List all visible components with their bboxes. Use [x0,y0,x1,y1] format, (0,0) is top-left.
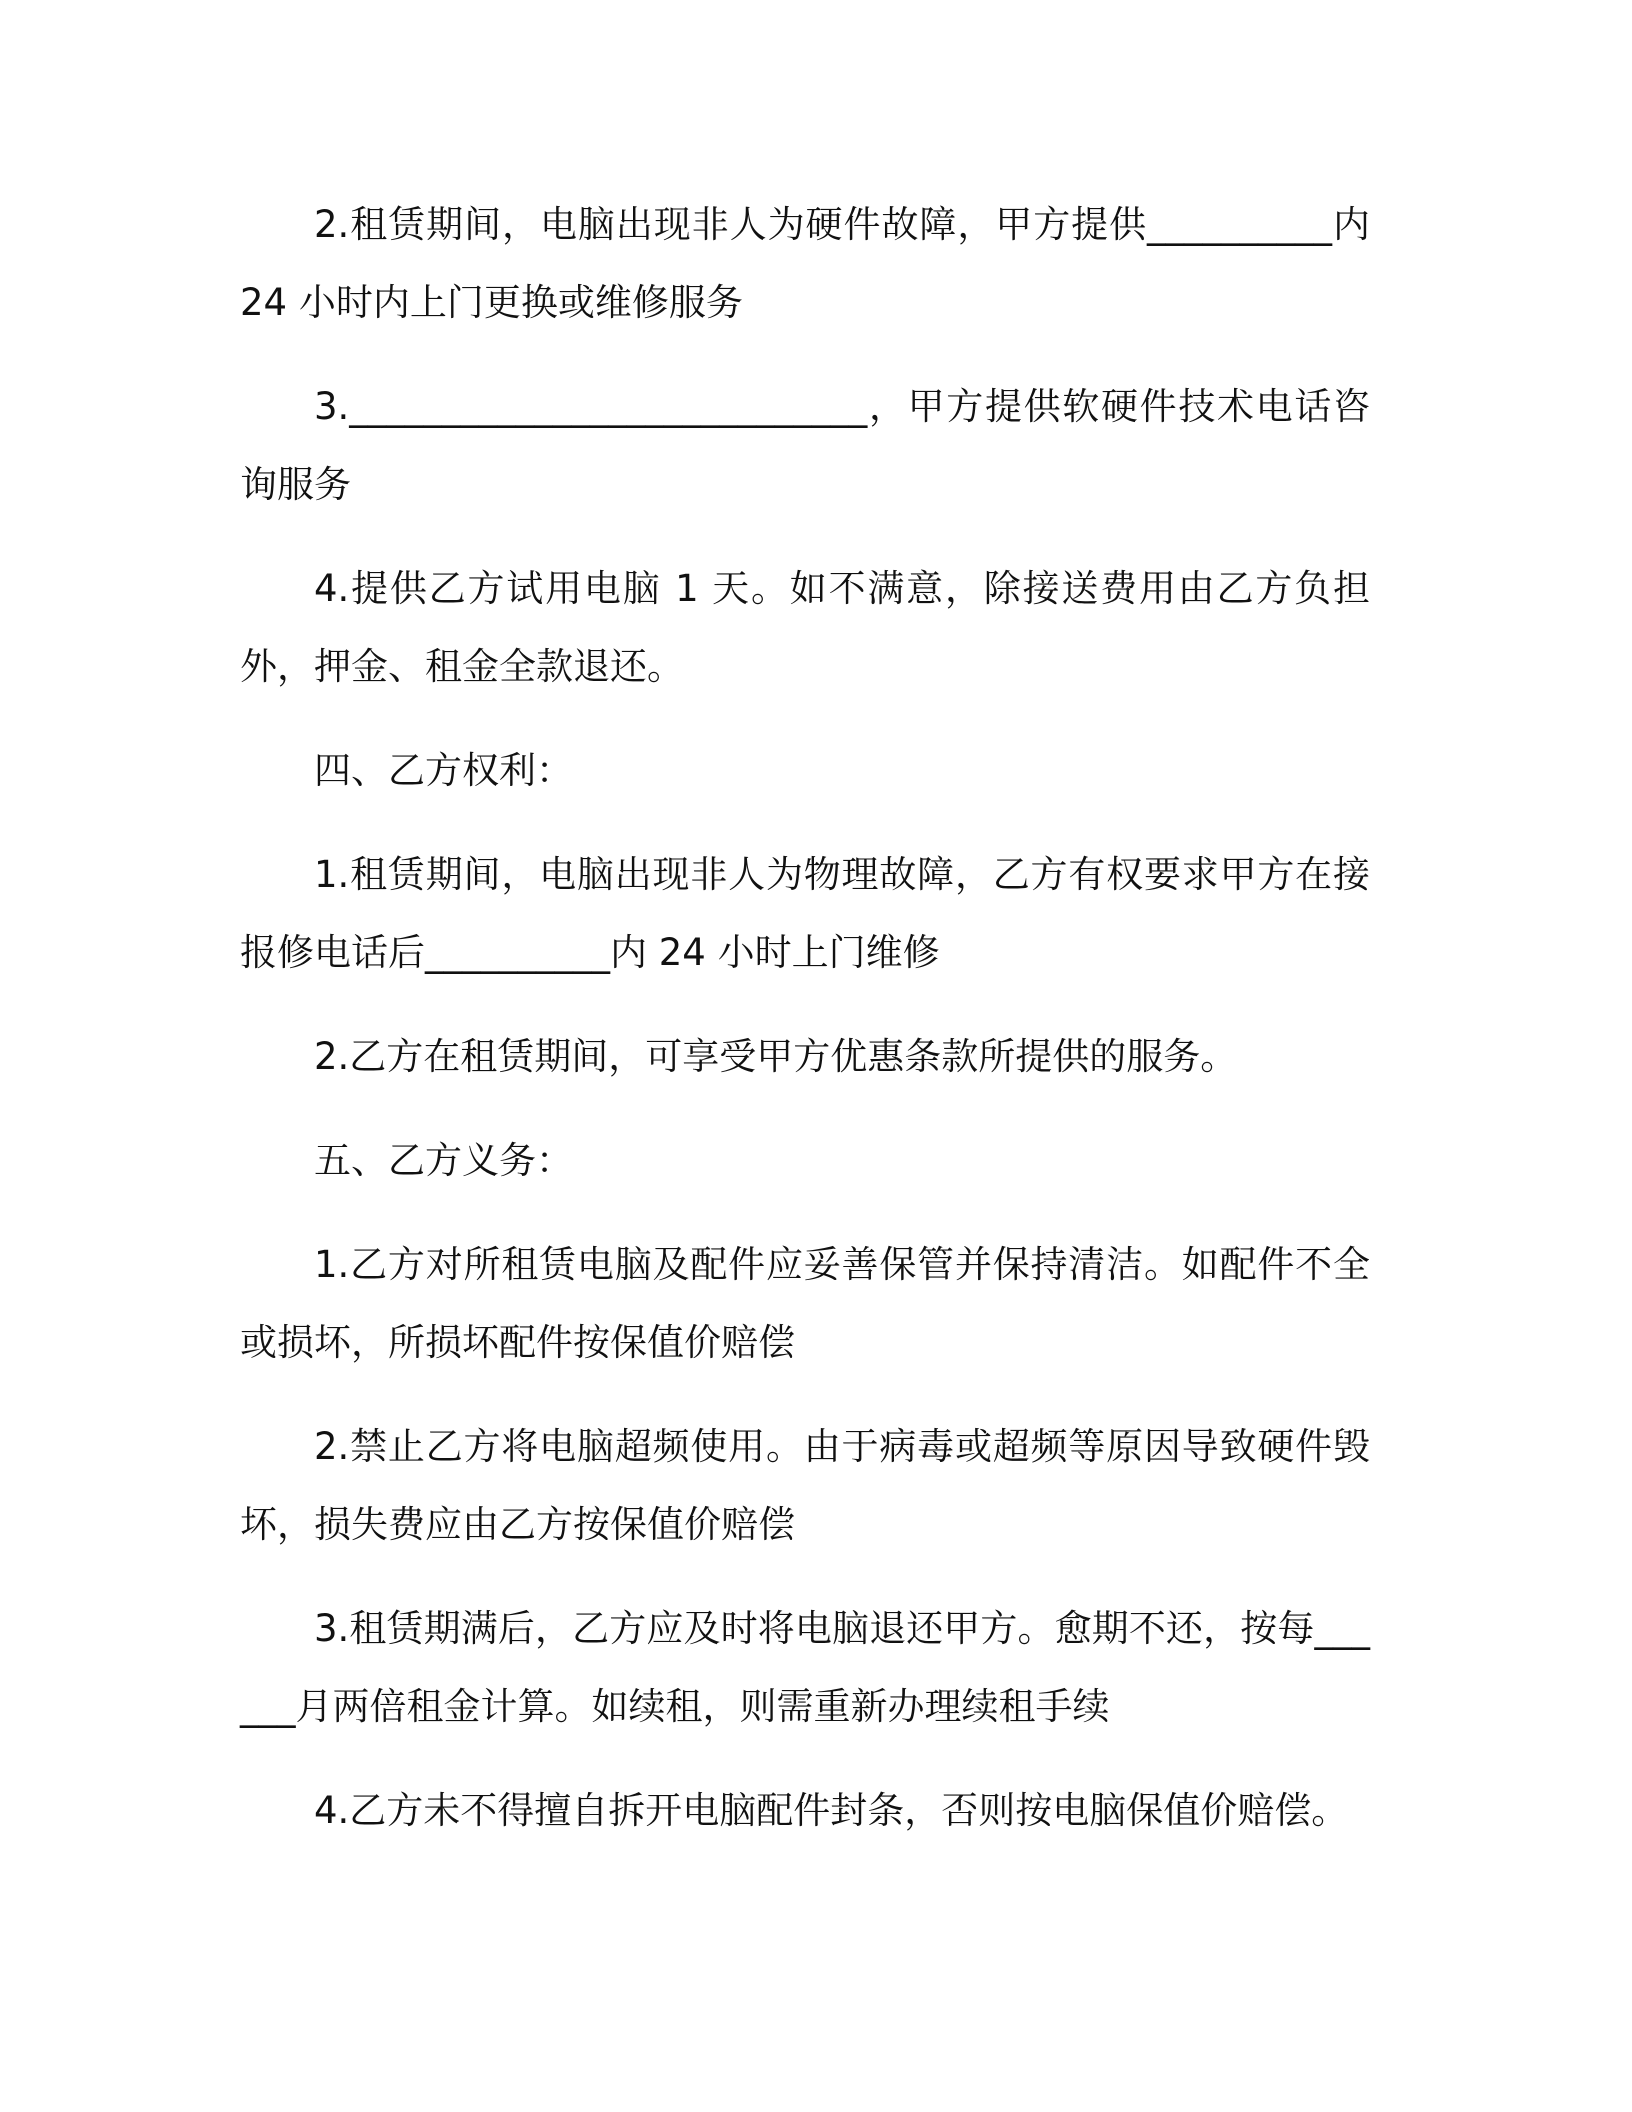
clause-paragraph: 1.租赁期间，电脑出现非人为物理故障，乙方有权要求甲方在接报修电话后__________内 24 小时上门维修 [240,853,1370,974]
clause-paragraph: 3.租赁期满后，乙方应及时将电脑退还甲方。愈期不还，按每______月两倍租金计算。如续租，则需重新办理续租手续 [240,1607,1370,1728]
clause-paragraph: 4.提供乙方试用电脑 1 天。如不满意，除接送费用由乙方负担外，押金、租金全款退还。 [240,567,1370,688]
clause-paragraph: 3.____________________________，甲方提供软硬件技术电话咨询服务 [240,385,1370,506]
section-heading: 五、乙方义务： [314,1139,573,1182]
clause-paragraph: 2.乙方在租赁期间，可享受甲方优惠条款所提供的服务。 [314,1035,1238,1078]
clause-paragraph: 4.乙方未不得擅自拆开电脑配件封条，否则按电脑保值价赔偿。 [314,1789,1349,1832]
document-body [240,186,1370,1876]
section-heading: 四、乙方权利： [314,749,573,792]
clause-paragraph: 2.禁止乙方将电脑超频使用。由于病毒或超频等原因导致硬件毁坏，损失费应由乙方按保值价赔偿 [240,1425,1370,1546]
clause-paragraph: 2.租赁期间，电脑出现非人为硬件故障，甲方提供__________内24 小时内上门更换或维修服务 [240,203,1370,324]
clause-paragraph: 1.乙方对所租赁电脑及配件应妥善保管并保持清洁。如配件不全或损坏，所损坏配件按保值价赔偿 [240,1243,1370,1364]
